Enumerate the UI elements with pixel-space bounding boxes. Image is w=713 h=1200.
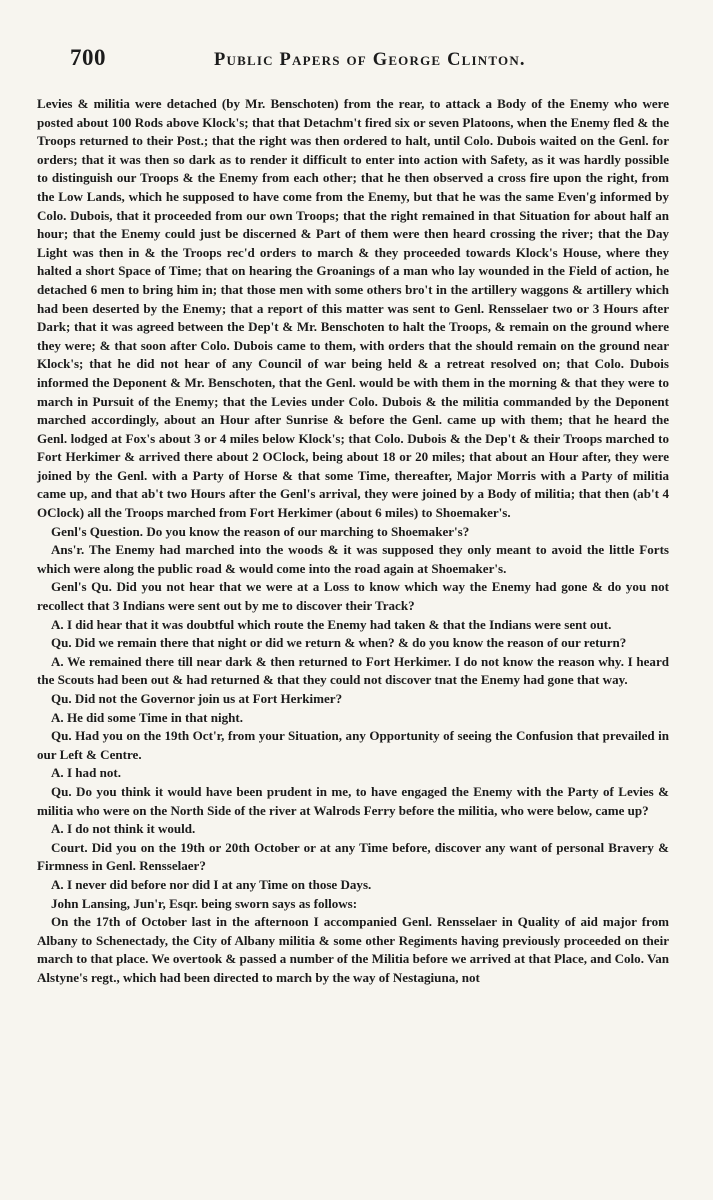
- paragraph-question: Qu. Had you on the 19th Oct'r, from your Situation, any Opportunity of seeing the Confusion that prevailed in our Left & Centre.: [37, 728, 669, 762]
- paragraph-answer: A. I had not.: [51, 765, 121, 781]
- paragraph-question: Genl's Qu. Did you not hear that we were at a Loss to know which way the Enemy had gone & do you not recollect that 3 Indians were sent out by me to discover their Track?: [37, 579, 669, 614]
- paragraph-answer: A. I did hear that it was doubtful which route the Enemy had taken & that the Indians were sent out.: [51, 616, 612, 632]
- page-header: [36, 0, 673, 70]
- paragraph-answer: A. I do not think it would.: [51, 821, 196, 837]
- paragraph-lansing-deposition: On the 17th of October last in the afternoon I accompanied Genl. Rensselaer in Quality of aid major from Albany to Schenectady, the City of Albany militia & some other Regiments having previously proceeded on their march to that place. We overtook & passed a number of the Militia before we arrived at that Place, and Colo. Van Alstyne's regt., which had been directed to march by the way of Nestagiuna, not: [37, 914, 669, 985]
- paragraph-question: Qu. Did we remain there that night or did we return & when? & do you know the reason of our return?: [51, 635, 627, 651]
- page-number: 700: [70, 45, 106, 70]
- paragraph-deposition-continued: Levies & militia were detached (by Mr. Benschoten) from the rear, to attack a Body of the Enemy who were posted about 100 Rods above Klock's; that that Detachm't fired six or seven Platoons, when the Enemy fled & the Troops returned to their Post.; that the right was then ordered to halt, until Colo. Dubois waited on the Genl. for orders; that it was then so dark as to render it difficult to enter into action with Safety, as it was hardly possible to distinguish our Troops & the Enemy from each other; that he then observed a cross fire upon the right, from the Low Lands, which he supposed to have come from the Enemy, but that he was the same Even'g informed by Colo. Dubois, that it proceeded from our own Troops; that the right remained in that Situation for about half an hour; that the Enemy could just be discerned & Part of them were then heard crossing the river; that the Day Light was then in & the Troops rec'd orders to march & they proceeded towards Klock's House, where they halted a short Space of Time; that on hearing the Groanings of a man who lay wounded in the Field of action, he detached 6 men to bring him in; that those men with some others bro't in the artillery waggons & artillery which had been deserted by the Enemy; that a report of this matter was sent to Genl. Rensselaer two or 3 Hours after Dark; that it was agreed between the Dep't & Mr. Benschoten to halt the Troops, & remain on the ground where they were; & that soon after Colo. Dubois came to them, with orders that the should remain on the ground near Klock's; that he did not hear of any Council of war being held & a retreat resolved on; that Colo. Dubois informed the Deponent & Mr. Benschoten, that the Genl. would be with them in the morning & that they were to march in Pursuit of the Enemy; that the Levies under Colo. Dubois & the militia commanded by the Deponent marched accordingly, about an Hour after Sunrise & before the Genl. came up with them; that he heard the Genl. lodged at Fox's about 3 or 4 miles below Klock's; that Colo. Dubois & the Dep't & their Troops marched to Fort Herkimer & arrived there about 2 OClock, being about 18 or 20 miles; that about an Hour after, they were joined by the Genl. with a Party of Horse & that some Time, thereafter, Major Morris with a Party of militia came up, and that ab't two Hours after the Genl's arrival, they were joined by a Body of militia; that then (ab't 4 OClock) all the Troops marched from Fort Herkimer (about 6 miles) to Shoemaker's.: [37, 96, 669, 521]
- paragraph-answer: A. He did some Time in that night.: [51, 709, 243, 725]
- body-text: [37, 95, 669, 988]
- paragraph-court-question: Court. Did you on the 19th or 20th October or at any Time before, discover any want of personal Bravery & Firmness in Genl. Rensselaer?: [37, 839, 669, 874]
- paragraph-answer: Ans'r. The Enemy had marched into the woods & it was supposed they only meant to avoid the little Forts which were along the public road & would come into the road again at Shoemaker's.: [37, 542, 669, 576]
- paragraph-answer: A. We remained there till near dark & then returned to Fort Herkimer. I do not know the reason why. I heard the Scouts had been out & had returned & that they could not discover tnat the Enemy had gone that way.: [37, 653, 669, 688]
- paragraph-question: Qu. Did not the Governor join us at Fort Herkimer?: [51, 691, 343, 706]
- paragraph-witness-sworn: John Lansing, Jun'r, Esqr. being sworn says as follows:: [51, 895, 358, 911]
- paragraph-answer: A. I never did before nor did I at any Time on those Days.: [51, 876, 372, 892]
- paragraph-question: Qu. Do you think it would have been prudent in me, to have engaged the Enemy with the Party of Levies & militia who were on the North Side of the river at Walrods Ferry before the militia, who were below, came up?: [37, 783, 669, 818]
- running-head: Public Papers of George Clinton.: [214, 50, 526, 70]
- paragraph-question: Genl's Question. Do you know the reason of our marching to Shoemaker's?: [51, 523, 470, 539]
